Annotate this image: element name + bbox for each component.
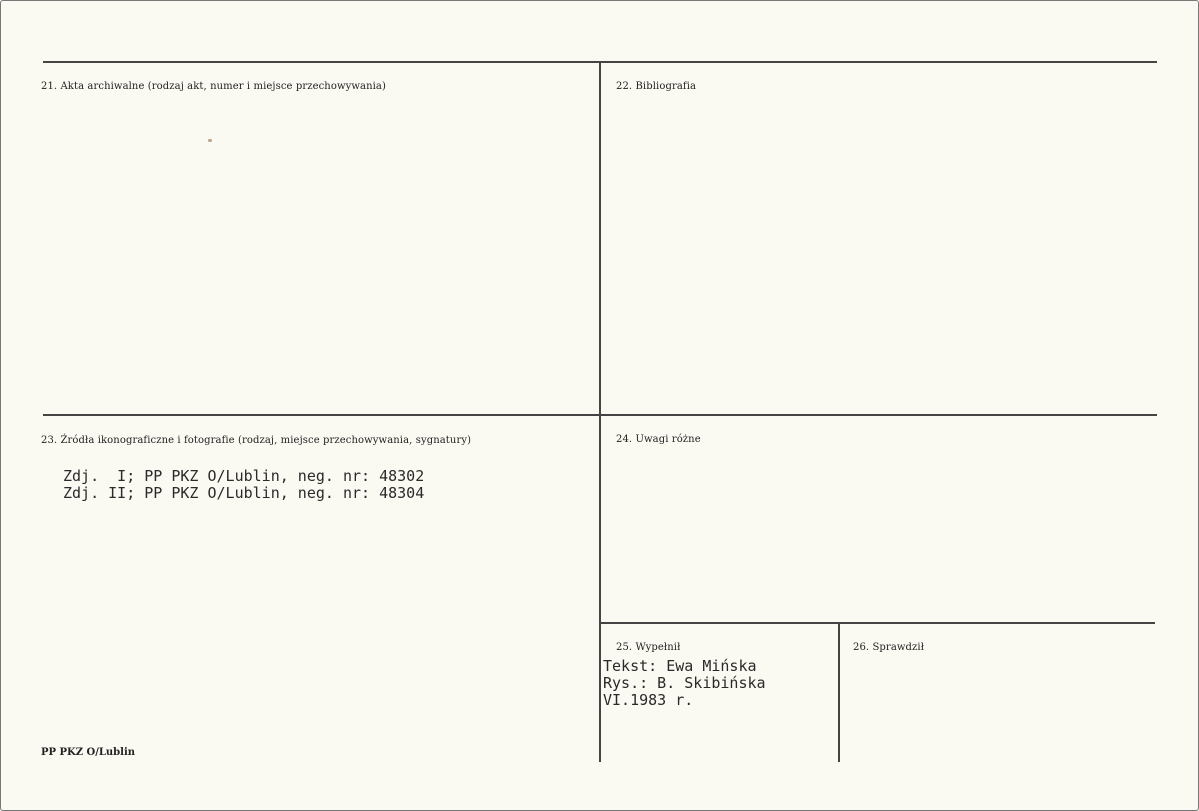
field-21-label: 21. Akta archiwalne (rodzaj akt, numer i miejsce przechowywania) bbox=[41, 81, 386, 92]
field-25-label: 25. Wypełnił bbox=[616, 642, 681, 653]
paper-speck bbox=[208, 139, 212, 142]
field-23-label: 23. Źródła ikonograficzne i fotografie (rodzaj, miejsce przechowywania, sygnatury) bbox=[41, 435, 472, 446]
field-22-label: 22. Bibliografia bbox=[616, 81, 697, 92]
field-25-line-2: Rys.: B. Skibińska bbox=[603, 674, 766, 692]
field-25-line-3: VI.1983 r. bbox=[603, 691, 694, 709]
field-25-line-1: Tekst: Ewa Mińska bbox=[603, 657, 757, 675]
field-23-line-1: Zdj. I; PP PKZ O/Lublin, neg. nr: 48302 bbox=[63, 467, 425, 485]
signature-rule bbox=[600, 622, 1155, 624]
field-24-label: 24. Uwagi różne bbox=[616, 434, 701, 445]
field-23-line-2: Zdj. II; PP PKZ O/Lublin, neg. nr: 48304 bbox=[63, 484, 425, 502]
signature-divider bbox=[838, 623, 840, 762]
field-26-label: 26. Sprawdził bbox=[853, 642, 925, 653]
center-divider bbox=[599, 62, 601, 762]
footer-institution: PP PKZ O/Lublin bbox=[41, 747, 136, 758]
